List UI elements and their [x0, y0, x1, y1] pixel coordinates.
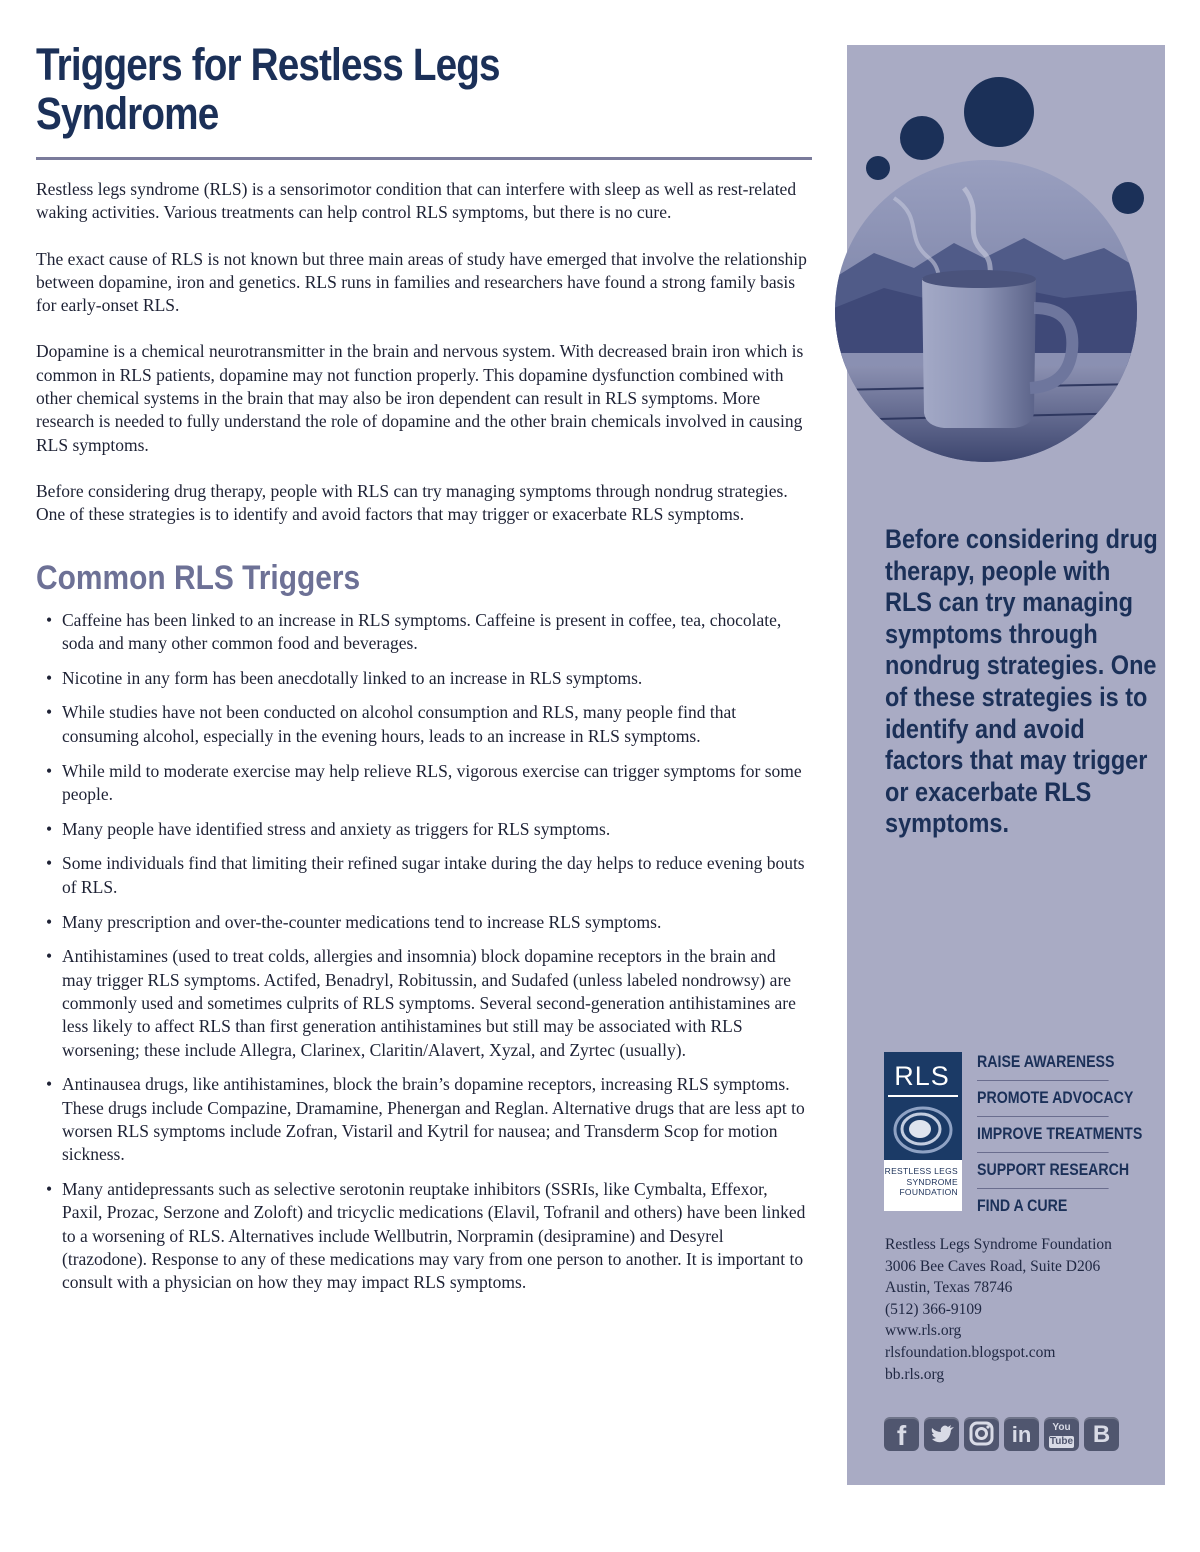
list-item — [36, 760, 808, 807]
bullet-icon: • — [46, 1074, 53, 1095]
list-item — [36, 852, 808, 899]
list-item-text: Nicotine in any form has been anecdotally linked to an increase in RLS symptoms. — [62, 667, 643, 688]
blogger-icon[interactable]: B — [1084, 1417, 1119, 1451]
mission-list — [977, 1045, 1143, 1224]
list-item-text: Some individuals find that limiting their refined sugar intake during the day helps to reduce evening bouts of RLS. — [62, 853, 805, 897]
org-name: Restless Legs Syndrome Foundation — [885, 1236, 1112, 1253]
bullet-icon: • — [46, 702, 53, 723]
street-address: 3006 Bee Caves Road, Suite D206 — [885, 1257, 1101, 1275]
list-item — [36, 1178, 808, 1294]
decorative-dot — [964, 77, 1034, 147]
decorative-dot — [900, 116, 944, 160]
triggers-list — [36, 609, 808, 1295]
blog-link[interactable]: rlsfoundation.blogspot.com — [885, 1343, 1056, 1361]
list-item — [36, 818, 808, 841]
bullet-icon: • — [46, 667, 53, 688]
bullet-icon: • — [46, 760, 53, 781]
bullet-icon: • — [46, 609, 53, 630]
mission-item: RAISE AWARENESS — [977, 1045, 1109, 1081]
facebook-icon[interactable]: f — [884, 1417, 919, 1451]
website-link[interactable]: www.rls.org — [885, 1322, 962, 1340]
twitter-icon[interactable] — [924, 1417, 959, 1451]
logo-name — [884, 1166, 958, 1198]
mission-item: FIND A CURE — [977, 1197, 1068, 1215]
list-item — [36, 609, 808, 656]
list-item-text: Antinausea drugs, like antihistamines, block the brain’s dopamine receptors, increasing RLS symptoms. These drugs include Compazine, Dramamine, Phenergan and Reglan. Alternative drugs that are less apt to worsen RLS symptoms include Zofran, Vistaril and Kytril for nausea; and Transderm Scop for motion sickness. — [62, 1074, 805, 1165]
list-item-text: Many prescription and over-the-counter medications tend to increase RLS symptoms. — [62, 911, 662, 932]
mission-item: SUPPORT RESEARCH — [977, 1153, 1109, 1189]
logo-wordmark: RLS — [894, 1061, 950, 1091]
mission-item: IMPROVE TREATMENTS — [977, 1117, 1109, 1153]
twitter-bird-glyph — [924, 1417, 959, 1451]
bullet-icon: • — [46, 911, 53, 932]
board-link[interactable]: bb.rls.org — [885, 1365, 945, 1383]
intro-paragraph: Before considering drug therapy, people with RLS can try managing symptoms through nondrug strategies. One of these strategies is to identify and avoid factors that may trigger or exacerbate RLS symptoms. — [36, 480, 788, 525]
list-item-text: Caffeine has been linked to an increase in RLS symptoms. Caffeine is present in coffee, tea, chocolate, soda and many other common food and beverages. — [62, 609, 782, 653]
logo-name-line: SYNDROME — [906, 1176, 958, 1187]
youtube-label-bottom: Tube — [1049, 1436, 1074, 1447]
list-item-text: Antihistamines (used to treat colds, allergies and insomnia) block dopamine receptors in the brain and may trigger RLS symptoms. Actifed, Benadryl, Robitussin, and Sudafed (unless labeled nondrowsy) are commonly used and sometimes culprits of RLS symptoms. Several second-generation antihistamines are less likely to affect RLS than first generation antihistamines but still may be associated with RLS worsening; these include Allegra, Clarinex, Claritin/Alavert, Xyzal, and Zyrtec (usually). — [62, 946, 796, 1060]
city-address: Austin, Texas 78746 — [885, 1279, 1013, 1297]
contact-info — [885, 1234, 1155, 1385]
list-item — [36, 667, 808, 690]
coffee-mug-photo — [834, 158, 1138, 464]
list-item-text: Many people have identified stress and anxiety as triggers for RLS symptoms. — [62, 818, 611, 839]
intro-paragraph: The exact cause of RLS is not known but three main areas of study have emerged that involve the relationship between dopamine, iron and genetics. RLS runs in families and researchers have found a strong family basis for early-onset RLS. — [36, 248, 807, 316]
pull-quote: Before considering drug therapy, people with RLS can try managing symptoms through nondrug strategies. One of these strategies is to identify and avoid factors that may trigger or exacerbate RLS symptoms. — [885, 524, 1158, 839]
instagram-icon[interactable] — [964, 1417, 999, 1451]
intro-paragraph: Restless legs syndrome (RLS) is a sensorimotor condition that can interfere with sleep as well as rest-related waking activities. Various treatments can help control RLS symptoms, but there is no cure. — [36, 179, 797, 223]
logo-background — [884, 1052, 962, 1160]
youtube-icon[interactable] — [1044, 1417, 1079, 1451]
list-item — [36, 701, 808, 748]
bullet-icon: • — [46, 818, 53, 839]
linkedin-icon[interactable]: in — [1004, 1417, 1039, 1451]
mission-item: PROMOTE ADVOCACY — [977, 1081, 1109, 1117]
youtube-label-top: You — [1052, 1422, 1071, 1433]
bullet-icon: • — [46, 853, 53, 874]
list-item — [36, 945, 808, 1061]
logo-name-line: RESTLESS LEGS — [884, 1166, 958, 1176]
logo-divider — [888, 1095, 958, 1097]
list-item — [36, 1073, 808, 1166]
title-divider — [36, 157, 812, 160]
logo-name-line: FOUNDATION — [899, 1187, 958, 1197]
list-item-text: Many antidepressants such as selective serotonin reuptake inhibitors (SSRIs, like Cymbalta, Effexor, Paxil, Prozac, Serzone and Zoloft) and tricyclic medications (Elavil, Tofranil and others) have been linked to a worsening of RLS. Alternatives include Wellbutrin, Norpramin (desipramine) and Desyrel (trazodone). Response to any of these medications may vary from one person to another. It is important to consult with a physician on how they may impact RLS symptoms. — [62, 1179, 806, 1293]
social-links — [884, 1417, 1124, 1453]
bullet-icon: • — [46, 1179, 53, 1199]
main-content — [36, 178, 808, 1306]
bullet-icon: • — [46, 946, 53, 967]
list-item-text: While mild to moderate exercise may help relieve RLS, vigorous exercise can trigger symptoms for some people. — [62, 760, 802, 804]
swirl-icon — [890, 1100, 956, 1156]
instagram-camera-glyph — [964, 1417, 999, 1451]
phone-number: (512) 366-9109 — [885, 1300, 982, 1318]
rls-foundation-logo — [884, 1052, 962, 1211]
intro-paragraph: Dopamine is a chemical neurotransmitter in the brain and nervous system. With decreased brain iron which is common in RLS patients, dopamine may not function properly. This dopamine dysfunction combined with other chemical systems in the brain that may also be iron dependent can result in RLS symptoms. More research is needed to fully understand the role of dopamine and the other brain chemicals involved in causing RLS symptoms. — [36, 341, 804, 455]
list-item — [36, 911, 808, 934]
section-title: Common RLS Triggers — [36, 558, 361, 597]
list-item-text: While studies have not been conducted on alcohol consumption and RLS, many people find that consuming alcohol, especially in the evening hours, leads to an increase in RLS symptoms. — [62, 702, 737, 746]
page-title: Triggers for Restless Legs Syndrome — [36, 39, 500, 139]
